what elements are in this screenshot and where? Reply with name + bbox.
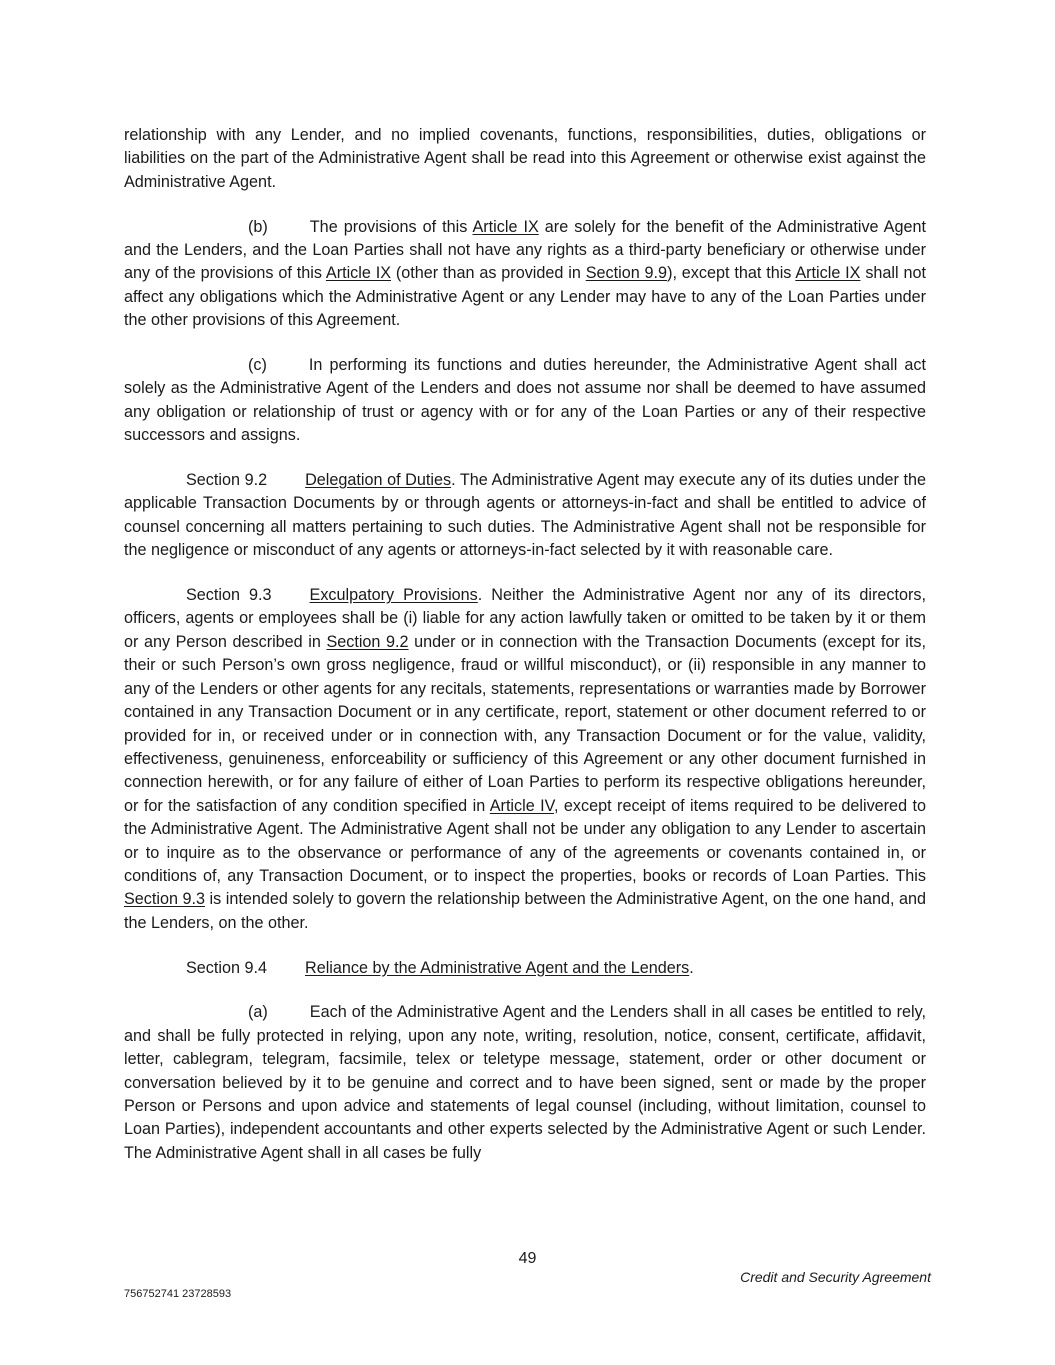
section-9-2	[124, 469, 926, 563]
paragraph-text: Each of the Administrative Agent and the Lenders shall in all cases be entitled to rely, and shall be fully protected in relying, upon any note, writing, resolution, notice, consent, certificate, affidavit, letter, cablegram, telegram, facsimile, telex or teletype message, statement, order or other document or conversation believed by it to be genuine and correct and to have been signed, sent or made by the proper Person or Persons and upon advice and statements of legal counsel (including, without limitation, counsel to Loan Parties), independent accountants and other experts selected by the Administrative Agent or such Lender. The Administrative Agent shall in all cases be fully	[124, 1003, 926, 1162]
paragraph-text: is intended solely to govern the relationship between the Administrative Agent, on the one hand, and the Lenders, on the other.	[124, 890, 926, 932]
section-heading: Reliance by the Administrative Agent and the Lenders	[305, 958, 690, 977]
cross-reference: Article IX	[325, 264, 392, 283]
clause-label: (a)	[248, 1003, 268, 1022]
section-number: Section 9.3	[186, 586, 272, 605]
footer-document-title: Credit and Security Agreement	[740, 1269, 931, 1285]
section-number: Section 9.4	[186, 958, 267, 977]
clause-label: (c)	[248, 356, 267, 375]
paragraph-text: The provisions of this	[309, 217, 473, 236]
section-number: Section 9.2	[186, 471, 268, 490]
paragraph-continuation	[124, 124, 926, 194]
cross-reference: Article IX	[472, 217, 539, 236]
paragraph-text: relationship with any Lender, and no implied covenants, functions, responsibilities, duties, obligations or liabilities on the part of the Administrative Agent shall be read into this Agreement or otherwise exist against the Administrative Agent.	[124, 126, 926, 191]
paragraph-9-4-a	[124, 1001, 926, 1165]
paragraph-text: . The Administrative Agent may execute any of its duties under the applicable Transaction Documents by or through agents or attorneys-in-fact and shall be entitled to advice of counsel concerning all matters pertaining to such duties. The Administrative Agent shall not be responsible for the negligence or misconduct of any agents or attorneys-in-fact selected by it with reasonable care.	[124, 471, 926, 560]
paragraph-text: ), except that this	[667, 264, 796, 283]
paragraph-text: (other than as provided in	[391, 264, 586, 283]
section-9-4	[124, 957, 926, 980]
paragraph-text: shall not affect any obligations which the Administrative Agent or any Lender may have to any of the Loan Parties under the other provisions of this Agreement.	[124, 264, 926, 330]
page-number: 49	[518, 1250, 537, 1267]
paragraph-text: . Neither the Administrative Agent nor any of its directors, officers, agents or employees shall be (i) liable for any action lawfully taken or omitted to be taken by it or them or any Person described in	[124, 586, 926, 651]
cross-reference: Section 9.9	[585, 264, 668, 283]
paragraph-text: In performing its functions and duties hereunder, the Administrative Agent shall act solely as the Administrative Agent of the Lenders and does not assume nor shall be deemed to have assumed any obligation or relationship of trust or agency with or for any of the Loan Parties or any of their respective successors and assigns.	[124, 356, 926, 445]
cross-reference: Article IV	[489, 796, 554, 815]
paragraph-9-1-b	[124, 216, 926, 333]
section-heading: Delegation of Duties	[305, 471, 452, 490]
paragraph-text: are solely for the benefit of the Administrative Agent and the Lenders, and the Loan Parties shall not have any rights as a third-party beneficiary or otherwise under any of the provisions of this	[124, 217, 926, 283]
paragraph-text: under or in connection with the Transaction Documents (except for its, their or such Person’s own gross negligence, fraud or willful misconduct), or (ii) responsible in any manner to any of the Lenders or other agents for any recitals, statements, representations or warranties made by Borrower contained in any Transaction Document or in any certificate, report, statement or other document referred to or provided for in, or received under or in connection with, any Transaction Document or for the value, validity, effectiveness, genuineness, enforceability or sufficiency of this Agreement or any other document furnished in connection herewith, or for any failure of either of Loan Parties to perform its respective obligations hereunder, or for the satisfaction of any condition specified in	[124, 632, 926, 815]
paragraph-text: .	[689, 958, 694, 977]
cross-reference: Section 9.2	[326, 632, 409, 651]
paragraph-text: , except receipt of items required to be delivered to the Administrative Agent. The Administrative Agent shall not be under any obligation to any Lender to ascertain or to inquire as to the observance or performance of any of the agreements or covenants contained in, or conditions of, any Transaction Document, or to inspect the properties, books or records of Loan Parties. This	[124, 796, 927, 885]
cross-reference: Article IX	[795, 264, 861, 283]
paragraph-9-1-c	[124, 354, 926, 448]
cross-reference: Section 9.3	[124, 890, 206, 909]
section-heading: Exculpatory Provisions	[309, 586, 478, 605]
section-9-3	[124, 584, 926, 935]
footer-document-id: 756752741 23728593	[124, 1288, 232, 1300]
clause-label: (b)	[248, 217, 268, 236]
document-body	[124, 124, 926, 1187]
